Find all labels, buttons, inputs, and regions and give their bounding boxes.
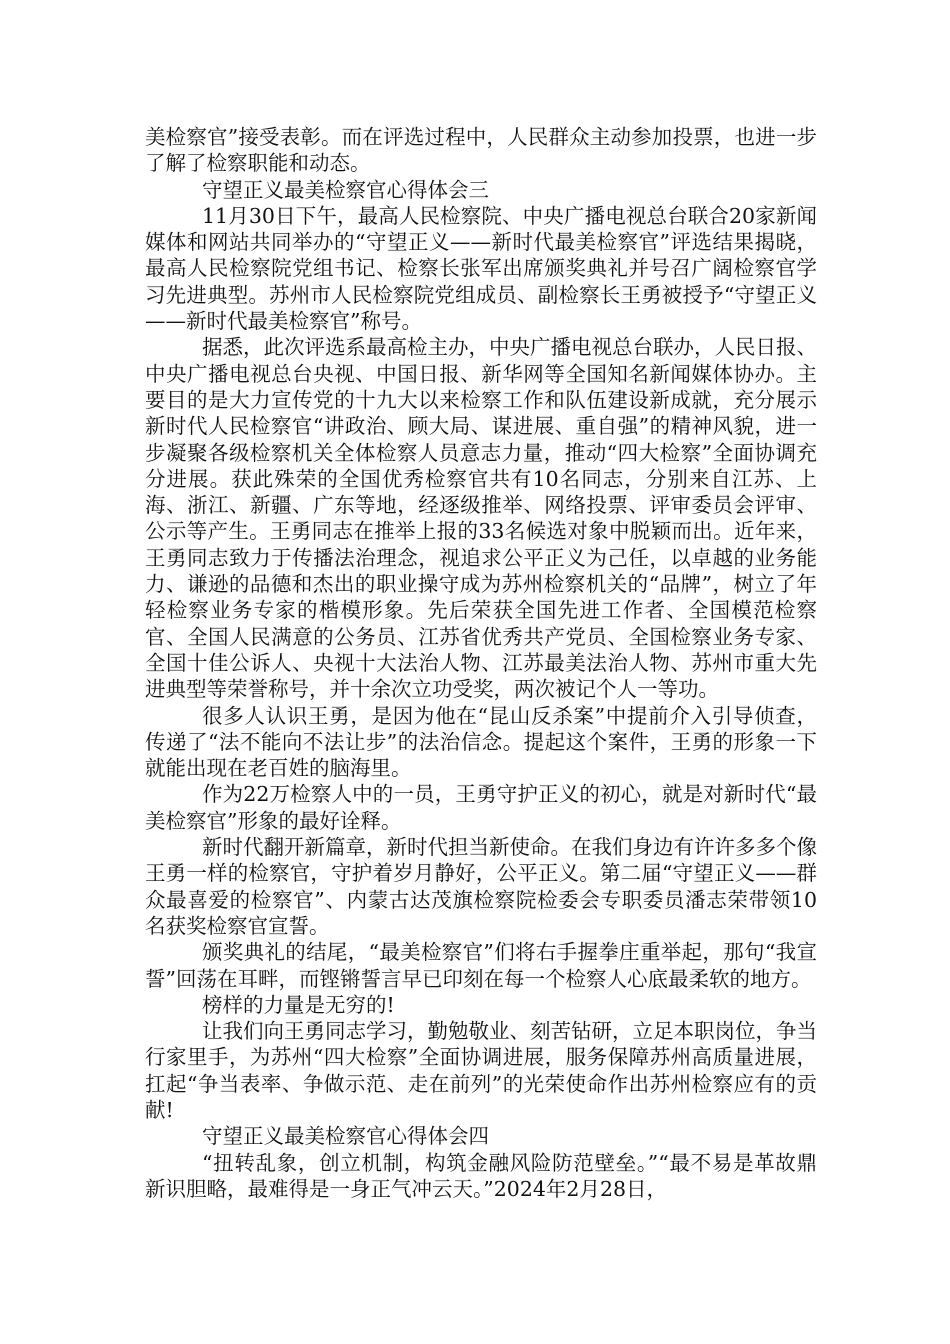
section-heading-four: 守望正义最美检察官心得体会四 (202, 1124, 489, 1149)
document-body (145, 124, 817, 1202)
section-heading-three: 守望正义最美检察官心得体会三 (202, 177, 489, 202)
paragraph: 榜样的力量是无穷的! (202, 992, 395, 1017)
paragraph: 作为22万检察人中的一员，王勇守护正义的初心，就是对新时代“最美检察官”形象的最好诠释。 (145, 782, 817, 833)
paragraph: 很多人认识王勇，是因为他在“昆山反杀案”中提前介入引导侦查，传递了“法不能向不法让步”的法治信念。提起这个案件，王勇的形象一下就能出现在老百姓的脑海里。 (145, 703, 817, 781)
paragraph: 新时代翻开新篇章，新时代担当新使命。在我们身边有许许多多个像王勇一样的检察官，守护着岁月静好，公平正义。第二届“守望正义——群众最喜爱的检察官”、内蒙古达茂旗检察院检委会专职委员潘志荣带领10名获奖检察官宣誓。 (145, 835, 817, 938)
paragraph: 据悉，此次评选系最高检主办，中央广播电视总台联办，人民日报、中央广播电视总台央视、中国日报、新华网等全国知名新闻媒体协办。主要目的是大力宣传党的十九大以来检察工作和队伍建设新成就，充分展示新时代人民检察官“讲政治、顾大局、谋进展、重自强”的精神风貌，进一步凝聚各级检察机关全体检察人员意志力量，推动“四大检察”全面协调充分进展。获此殊荣的全国优秀检察官共有10名同志，分别来自江苏、上海、浙江、新疆、广东等地，经逐级推举、网络投票、评审委员会评审、公示等产生。王勇同志在推举上报的33名候选对象中脱颖而出。近年来，王勇同志致力于传播法治理念，视追求公平正义为己任，以卓越的业务能力、谦逊的品德和杰出的职业操守成为苏州检察机关的“品牌”，树立了年轻检察业务专家的楷模形象。先后荣获全国先进工作者、全国模范检察官、全国人民满意的公务员、江苏省优秀共产党员、全国检察业务专家、全国十佳公诉人、央视十大法治人物、江苏最美法治人物、苏州市重大先进典型等荣誉称号，并十余次立功受奖，两次被记个人一等功。 (145, 335, 817, 702)
paragraph-continuation: 美检察官”接受表彰。而在评选过程中，人民群众主动参加投票，也进一步了解了检察职能和动态。 (145, 125, 817, 176)
paragraph: “扭转乱象，创立机制，构筑金融风险防范壁垒。”“最不易是革故鼎新识胆略，最难得是一身正气冲云天。”2024年2月28日， (145, 1150, 817, 1201)
paragraph: 让我们向王勇同志学习，勤勉敬业、刻苦钻研，立足本职岗位，争当行家里手，为苏州“四大检察”全面协调进展，服务保障苏州高质量进展，扛起“争当表率、争做示范、走在前列”的光荣使命作出苏州检察应有的贡献! (145, 1019, 817, 1122)
paragraph: 颁奖典礼的结尾，“最美检察官”们将右手握拳庄重举起，那句“我宣誓”回荡在耳畔，而铿锵誓言早已印刻在每一个检察人心底最柔软的地方。 (145, 940, 817, 991)
paragraph: 11月30日下午，最高人民检察院、中央广播电视总台联合20家新闻媒体和网站共同举办的“守望正义——新时代最美检察官”评选结果揭晓，最高人民检察院党组书记、检察长张军出席颁奖典礼并号召广阔检察官学习先进典型。苏州市人民检察院党组成员、副检察长王勇被授予“守望正义——新时代最美检察官”称号。 (145, 203, 817, 334)
